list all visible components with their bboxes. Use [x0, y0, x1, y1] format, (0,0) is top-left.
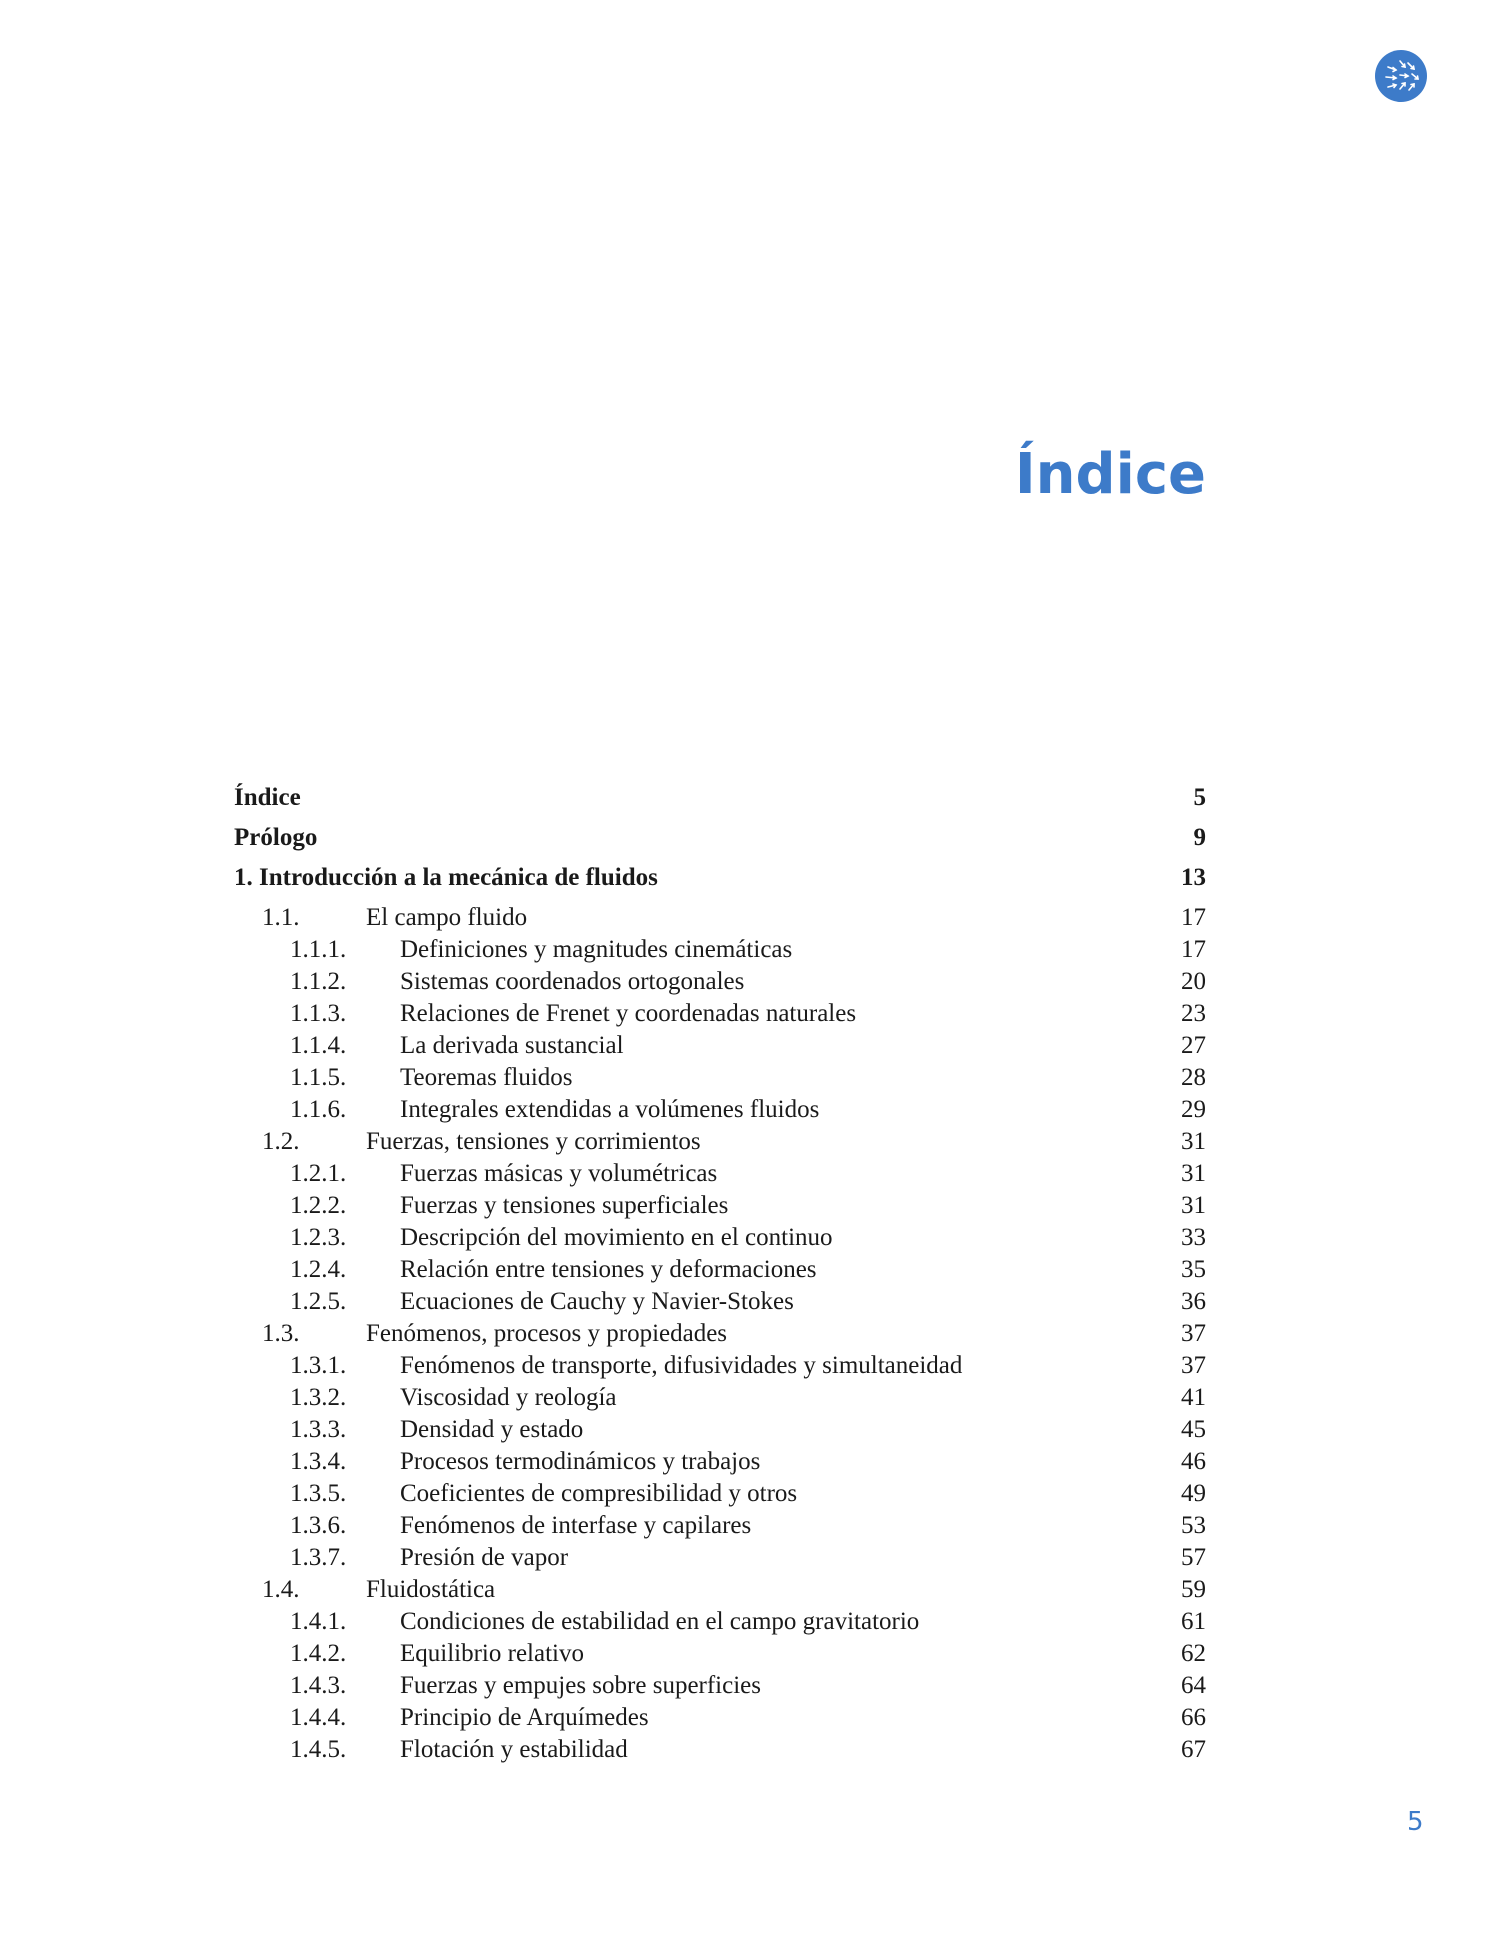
toc-entry[interactable] [234, 1542, 1206, 1574]
toc-entry-number: 1.1.4. [290, 1032, 347, 1059]
toc-entry-number: 1.2.2. [290, 1192, 347, 1219]
toc-entry-page: 13 [1181, 864, 1206, 891]
toc-entry-page: 62 [1181, 1640, 1206, 1667]
chapter-title: Índice [1014, 442, 1206, 507]
toc-entry-title: Prólogo [234, 824, 318, 851]
toc-entry-page: 59 [1181, 1576, 1206, 1603]
toc-entry[interactable] [234, 782, 1206, 822]
toc-entry-page: 20 [1181, 968, 1206, 995]
toc-entry-title: Integrales extendidas a volúmenes fluidos [400, 1096, 820, 1123]
toc-entry[interactable] [234, 1606, 1206, 1638]
toc-entry-number: 1.4.4. [290, 1704, 347, 1731]
toc-entry-number: 1.3.1. [290, 1352, 347, 1379]
toc-entry[interactable] [234, 862, 1206, 902]
toc-entry-page: 37 [1181, 1320, 1206, 1347]
toc-entry-page: 31 [1181, 1192, 1206, 1219]
toc-entry-number: 1.1.1. [290, 936, 347, 963]
toc-entry-page: 61 [1181, 1608, 1206, 1635]
arrows-circle-icon [1374, 49, 1428, 103]
toc-entry-page: 46 [1181, 1448, 1206, 1475]
toc-entry[interactable] [234, 1318, 1206, 1350]
toc-entry-title: El campo fluido [366, 904, 528, 931]
toc-entry-title: Fuerzas y tensiones superficiales [400, 1192, 729, 1219]
toc-entry-title: Coeficientes de compresibilidad y otros [400, 1480, 798, 1507]
toc-entry-number: 1.3.5. [290, 1480, 347, 1507]
toc-entry-title: Procesos termodinámicos y trabajos [400, 1448, 761, 1475]
toc-entry-number: 1.4.1. [290, 1608, 347, 1635]
toc-entry-page: 57 [1181, 1544, 1206, 1571]
toc-entry-number: 1.3.3. [290, 1416, 347, 1443]
toc-entry-page: 5 [1193, 784, 1206, 811]
toc-entry-number: 1.2.5. [290, 1288, 347, 1315]
toc-entry-page: 66 [1181, 1704, 1206, 1731]
toc-entry-number: 1.1.6. [290, 1096, 347, 1123]
table-of-contents [234, 782, 1206, 1766]
toc-entry[interactable] [234, 822, 1206, 862]
toc-entry[interactable] [234, 1446, 1206, 1478]
toc-entry[interactable] [234, 902, 1206, 934]
toc-entry-page: 17 [1181, 936, 1206, 963]
toc-entry[interactable] [234, 1062, 1206, 1094]
toc-entry[interactable] [234, 1382, 1206, 1414]
toc-entry[interactable] [234, 1734, 1206, 1766]
toc-entry[interactable] [234, 1254, 1206, 1286]
toc-entry-title: Sistemas coordenados ortogonales [400, 968, 745, 995]
toc-entry-page: 36 [1181, 1288, 1206, 1315]
toc-entry-number: 1.3.4. [290, 1448, 347, 1475]
toc-entry-number: 1.2.3. [290, 1224, 347, 1251]
toc-entry-number: 1.4.5. [290, 1736, 347, 1763]
toc-entry-number: 1.2. [262, 1128, 300, 1155]
toc-entry-page: 9 [1193, 824, 1206, 851]
toc-entry[interactable] [234, 1094, 1206, 1126]
toc-entry-title: Fuerzas másicas y volumétricas [400, 1160, 718, 1187]
toc-entry[interactable] [234, 998, 1206, 1030]
page-number: 5 [1407, 1807, 1424, 1837]
toc-entry-title: Condiciones de estabilidad en el campo gravitatorio [400, 1608, 920, 1635]
toc-entry[interactable] [234, 1030, 1206, 1062]
toc-entry-page: 31 [1181, 1160, 1206, 1187]
toc-entry-title: La derivada sustancial [400, 1032, 624, 1059]
toc-entry-number: 1.1.5. [290, 1064, 347, 1091]
toc-entry[interactable] [234, 1350, 1206, 1382]
toc-entry-number: 1.1. [262, 904, 300, 931]
toc-entry[interactable] [234, 1638, 1206, 1670]
toc-entry-page: 67 [1181, 1736, 1206, 1763]
toc-entry-number: 1.2.4. [290, 1256, 347, 1283]
toc-entry-page: 27 [1181, 1032, 1206, 1059]
toc-entry-title: 1. Introducción a la mecánica de fluidos [234, 864, 658, 891]
toc-entry-page: 17 [1181, 904, 1206, 931]
toc-entry-number: 1.4.3. [290, 1672, 347, 1699]
toc-entry[interactable] [234, 1414, 1206, 1446]
toc-entry-page: 29 [1181, 1096, 1206, 1123]
toc-entry-page: 41 [1181, 1384, 1206, 1411]
toc-entry[interactable] [234, 1478, 1206, 1510]
toc-entry-number: 1.3.2. [290, 1384, 347, 1411]
toc-entry-number: 1.4.2. [290, 1640, 347, 1667]
toc-entry-page: 28 [1181, 1064, 1206, 1091]
toc-entry-title: Teoremas fluidos [400, 1064, 573, 1091]
toc-entry-title: Descripción del movimiento en el continuo [400, 1224, 833, 1251]
toc-entry[interactable] [234, 934, 1206, 966]
toc-entry-title: Fuerzas y empujes sobre superficies [400, 1672, 761, 1699]
toc-entry-title: Índice [234, 784, 301, 811]
toc-entry-title: Fenómenos de transporte, difusividades y simultaneidad [400, 1352, 963, 1379]
toc-entry-title: Relaciones de Frenet y coordenadas naturales [400, 1000, 857, 1027]
toc-entry-title: Fuerzas, tensiones y corrimientos [366, 1128, 701, 1155]
toc-entry-page: 35 [1181, 1256, 1206, 1283]
toc-entry[interactable] [234, 1670, 1206, 1702]
toc-entry-page: 49 [1181, 1480, 1206, 1507]
toc-entry-number: 1.1.2. [290, 968, 347, 995]
toc-entry-number: 1.1.3. [290, 1000, 347, 1027]
toc-entry[interactable] [234, 1574, 1206, 1606]
toc-entry-number: 1.3.7. [290, 1544, 347, 1571]
toc-entry-number: 1.4. [262, 1576, 300, 1603]
toc-entry-page: 31 [1181, 1128, 1206, 1155]
toc-entry[interactable] [234, 1158, 1206, 1190]
toc-entry-page: 64 [1181, 1672, 1206, 1699]
toc-entry-title: Definiciones y magnitudes cinemáticas [400, 936, 793, 963]
toc-entry[interactable] [234, 1510, 1206, 1542]
toc-entry-page: 23 [1181, 1000, 1206, 1027]
toc-entry-number: 1.3.6. [290, 1512, 347, 1539]
toc-entry[interactable] [234, 1222, 1206, 1254]
toc-entry-title: Equilibrio relativo [400, 1640, 584, 1667]
toc-entry-number: 1.2.1. [290, 1160, 347, 1187]
toc-entry-title: Relación entre tensiones y deformaciones [400, 1256, 817, 1283]
toc-entry-title: Ecuaciones de Cauchy y Navier-Stokes [400, 1288, 794, 1315]
toc-entry-title: Fenómenos, procesos y propiedades [366, 1320, 728, 1347]
toc-entry-number: 1.3. [262, 1320, 300, 1347]
toc-entry-page: 33 [1181, 1224, 1206, 1251]
toc-entry-title: Viscosidad y reología [400, 1384, 617, 1411]
toc-entry-title: Densidad y estado [400, 1416, 584, 1443]
toc-entry-title: Presión de vapor [400, 1544, 569, 1571]
toc-entry-title: Fluidostática [366, 1576, 496, 1603]
toc-entry-page: 45 [1181, 1416, 1206, 1443]
toc-entry[interactable] [234, 1190, 1206, 1222]
toc-entry-title: Principio de Arquímedes [400, 1704, 649, 1731]
toc-entry[interactable] [234, 1702, 1206, 1734]
toc-entry-title: Flotación y estabilidad [400, 1736, 628, 1763]
toc-entry-page: 53 [1181, 1512, 1206, 1539]
toc-entry[interactable] [234, 966, 1206, 998]
toc-entry-title: Fenómenos de interfase y capilares [400, 1512, 752, 1539]
toc-entry-page: 37 [1181, 1352, 1206, 1379]
toc-entry[interactable] [234, 1286, 1206, 1318]
toc-entry[interactable] [234, 1126, 1206, 1158]
